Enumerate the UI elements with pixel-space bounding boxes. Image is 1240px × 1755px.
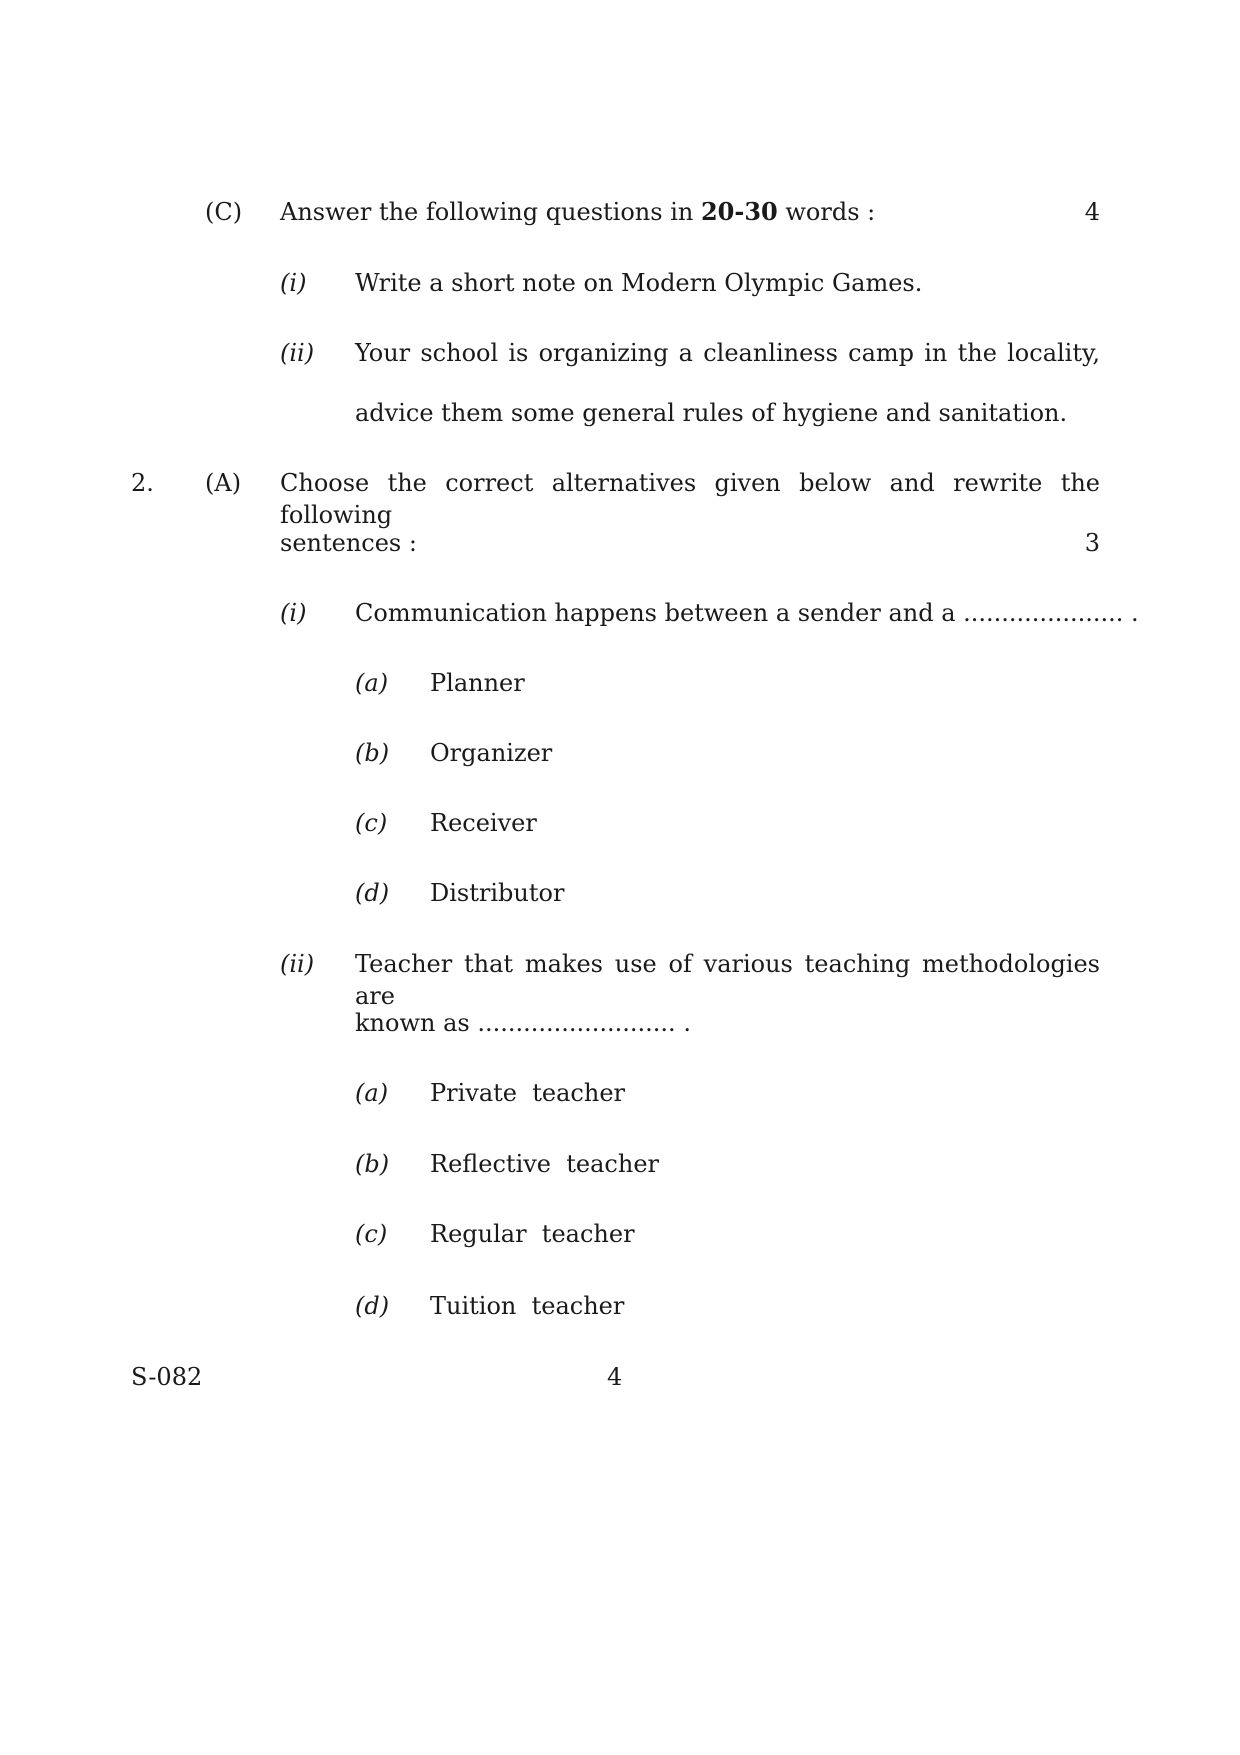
option-letter: d [364, 879, 380, 907]
option-text-i-d: Distributor [430, 879, 565, 907]
marker-text: i [289, 269, 298, 297]
question-2-part-a-label: (A) [205, 469, 242, 497]
section-c-instruction-prefix: Answer the following questions in [280, 198, 694, 226]
option-letter: d [364, 1292, 380, 1320]
question-text-ii-line2: known as .......................... . [355, 1009, 691, 1037]
option-letter-ii-d: (d) [355, 1292, 390, 1320]
option-text-ii-c: Regular teacher [430, 1220, 635, 1248]
question-marker-i: (i) [280, 599, 307, 627]
question-2-instruction-line2: sentences : [280, 529, 417, 557]
option-text-i-c: Receiver [430, 809, 537, 837]
section-c-item-text-ii-line1: Your school is organizing a cleanliness camp in the locality, [355, 339, 1100, 367]
option-letter: a [364, 669, 379, 697]
option-letter: b [364, 1150, 380, 1178]
option-letter-i-c: (c) [355, 809, 388, 837]
option-letter: b [364, 739, 380, 767]
question-text-i: Communication happens between a sender and a ..................... . [355, 599, 1139, 627]
section-c-word-count: 20-30 [700, 197, 778, 226]
option-letter-ii-c: (c) [355, 1220, 388, 1248]
marker-text: ii [289, 339, 305, 367]
option-letter-i-d: (d) [355, 879, 390, 907]
section-c-item-marker-ii: (ii) [280, 339, 315, 367]
footer-paper-code: S-082 [131, 1363, 203, 1391]
option-text-ii-a: Private teacher [430, 1079, 625, 1107]
option-letter-ii-b: (b) [355, 1150, 390, 1178]
option-letter-i-b: (b) [355, 739, 390, 767]
section-c-instruction-suffix: words : [785, 198, 876, 226]
section-c-instruction [280, 196, 875, 228]
option-text-ii-b: Reflective teacher [430, 1150, 659, 1178]
option-letter: c [364, 809, 378, 837]
question-text-ii-line1: Teacher that makes use of various teaching methodologies are [355, 950, 1100, 1010]
footer-page-number: 4 [607, 1363, 623, 1391]
section-c-marks: 4 [1084, 198, 1100, 226]
question-2-marks: 3 [1084, 529, 1100, 557]
option-text-i-a: Planner [430, 669, 525, 697]
option-text-i-b: Organizer [430, 739, 553, 767]
question-2-instruction-line1: Choose the correct alternatives given below and rewrite the following [280, 469, 1100, 529]
option-text-ii-d: Tuition teacher [430, 1292, 625, 1320]
section-c-item-marker-i: (i) [280, 269, 307, 297]
section-c-item-text-i: Write a short note on Modern Olympic Games. [355, 269, 923, 297]
option-letter-ii-a: (a) [355, 1079, 389, 1107]
question-marker-ii: (ii) [280, 950, 315, 978]
question-2-number: 2. [131, 469, 154, 497]
option-letter-i-a: (a) [355, 669, 389, 697]
section-c-label: (C) [205, 198, 243, 226]
option-letter: a [364, 1079, 379, 1107]
marker-text: ii [289, 950, 305, 978]
marker-text: i [289, 599, 298, 627]
section-c-item-text-ii-line2: advice them some general rules of hygiene and sanitation. [355, 399, 1068, 427]
option-letter: c [364, 1220, 378, 1248]
